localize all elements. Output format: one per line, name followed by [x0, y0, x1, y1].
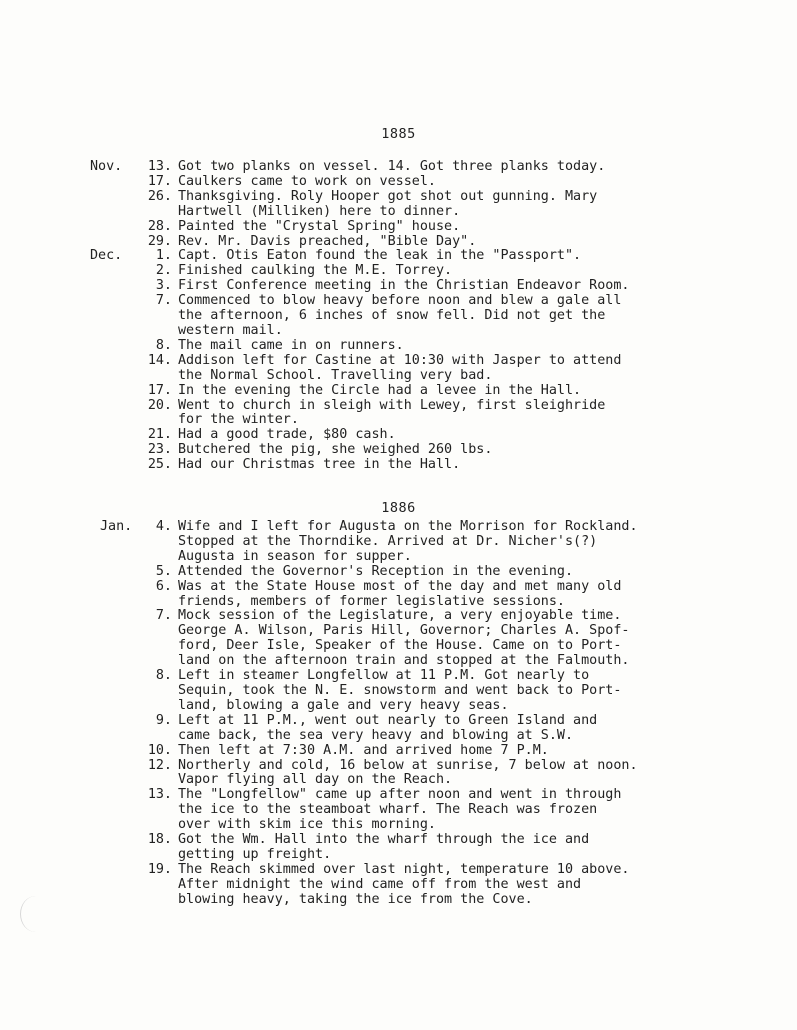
entry-text — [178, 384, 797, 399]
entry-text-line: The "Longfellow" came up after noon and went in through — [178, 787, 622, 803]
entry-text-line: the Normal School. Travelling very bad. — [178, 367, 493, 383]
entry-day: 29. — [147, 233, 172, 249]
entry-day: 9. — [155, 712, 172, 728]
entry-text-line: getting up freight. — [178, 846, 332, 862]
year-heading-1885: 1885 — [381, 126, 416, 142]
entry-text-line: Commenced to blow heavy before noon and blew a gale all — [178, 293, 622, 309]
entry-text-line: Got the Wm. Hall into the wharf through the ice and — [178, 832, 590, 848]
entry-text-line: Stopped at the Thorndike. Arrived at Dr. Nicher's(?) — [178, 533, 598, 549]
entry-text-line: Then left at 7:30 A.M. and arrived home 7 P.M. — [178, 742, 549, 758]
entry-text-line: the afternoon, 6 inches of snow fell. Did not get the — [178, 308, 606, 324]
entry-day: 18. — [147, 832, 172, 848]
diary-entry — [0, 863, 797, 908]
entry-day: 7. — [155, 293, 172, 309]
entry-text-line: The Reach skimmed over last night, temperature 10 above. — [178, 861, 630, 877]
diary-entry — [0, 264, 797, 279]
entry-text-line: western mail. — [178, 322, 283, 338]
entry-text — [178, 788, 797, 833]
entry-text-line: Wife and I left for Augusta on the Morrison for Rockland. — [178, 519, 638, 534]
entry-text-line: land, blowing a gale and very heavy seas. — [178, 697, 509, 713]
entry-day: 14. — [147, 352, 172, 368]
entry-text-line: Vapor flying all day on the Reach. — [178, 772, 453, 788]
entry-text — [178, 354, 797, 384]
diary-entry — [0, 294, 797, 339]
entry-text — [178, 235, 797, 250]
diary-entry — [0, 458, 797, 473]
entry-text — [178, 580, 797, 610]
entry-text-line: the ice to the steamboat wharf. The Reach was frozen — [178, 802, 598, 818]
entry-text — [178, 220, 797, 235]
entry-text-line: Butchered the pig, she weighed 260 lbs. — [178, 442, 493, 458]
entry-day: 5. — [155, 563, 172, 579]
entry-text — [178, 520, 797, 565]
diary-entry — [0, 428, 797, 443]
entry-text — [178, 759, 797, 789]
diary-entry — [0, 669, 797, 714]
entry-text — [178, 833, 797, 863]
entry-text-line: over with skim ice this morning. — [178, 817, 436, 833]
entry-day: 2. — [155, 263, 172, 279]
diary-entry — [0, 609, 797, 669]
diary-entry — [0, 190, 797, 220]
entry-text — [178, 458, 797, 473]
entry-month: Nov. — [90, 159, 123, 174]
diary-entry — [0, 354, 797, 384]
diary-entry — [0, 160, 797, 175]
entry-day: 19. — [147, 861, 172, 877]
diary-entry — [0, 833, 797, 863]
entry-text-line: Went to church in sleigh with Lewey, first sleighride — [178, 397, 606, 413]
entry-text-line: Augusta in season for supper. — [178, 548, 412, 564]
entry-day: 6. — [155, 578, 172, 594]
diary-entry — [0, 714, 797, 744]
entry-day: 28. — [147, 218, 172, 234]
entry-text-line: Got two planks on vessel. 14. Got three planks today. — [178, 159, 606, 174]
entry-text-line: Thanksgiving. Roly Hooper got shot out gunning. Mary — [178, 188, 598, 204]
entry-text — [178, 399, 797, 429]
entry-day: 13. — [147, 159, 172, 174]
diary-entry — [0, 235, 797, 250]
entry-text — [178, 863, 797, 908]
entry-day: 3. — [155, 278, 172, 294]
entry-day: 13. — [147, 787, 172, 803]
entry-day: 4. — [155, 519, 172, 534]
entry-text-line: Left in steamer Longfellow at 11 P.M. Got nearly to — [178, 668, 590, 684]
entry-text-line: Left at 11 P.M., went out nearly to Green Island and — [178, 712, 598, 728]
entry-day: 12. — [147, 757, 172, 773]
entry-text-line: land on the afternoon train and stopped at the Falmouth. — [178, 653, 630, 669]
entry-text-line: Rev. Mr. Davis preached, "Bible Day". — [178, 233, 477, 249]
entry-day: 20. — [147, 397, 172, 413]
entry-day: 1. — [155, 248, 172, 264]
entry-day: 23. — [147, 442, 172, 458]
entry-text-line: Had a good trade, $80 cash. — [178, 427, 396, 443]
entry-day: 21. — [147, 427, 172, 443]
entry-text — [178, 294, 797, 339]
entry-day: 17. — [147, 173, 172, 189]
diary-entry — [0, 220, 797, 235]
year-heading-1886: 1886 — [381, 500, 416, 516]
diary-entry — [0, 249, 797, 264]
entry-text — [178, 175, 797, 190]
entry-text-line: After midnight the wind came off from the west and — [178, 876, 582, 892]
entry-text — [178, 264, 797, 279]
entry-text-line: Attended the Governor's Reception in the evening. — [178, 563, 574, 579]
entry-text-line: Finished caulking the M.E. Torrey. — [178, 263, 453, 279]
entry-text-line: First Conference meeting in the Christian Endeavor Room. — [178, 278, 630, 294]
entry-text-line: In the evening the Circle had a levee in the Hall. — [178, 382, 582, 398]
entry-text — [178, 190, 797, 220]
diary-entry — [0, 384, 797, 399]
diary-entry — [0, 744, 797, 759]
entry-day: 25. — [147, 457, 172, 473]
entry-text — [178, 669, 797, 714]
entry-text — [178, 339, 797, 354]
entry-month: Dec. — [90, 248, 123, 264]
entry-text-line: friends, members of former legislative sessions. — [178, 593, 565, 609]
entry-text-line: ford, Deer Isle, Speaker of the House. Came on to Port- — [178, 638, 622, 654]
entry-text-line: blowing heavy, taking the ice from the Cove. — [178, 891, 533, 907]
entry-text — [178, 160, 797, 175]
diary-entry — [0, 339, 797, 354]
punch-hole-mark — [20, 896, 51, 932]
entry-text-line: Mock session of the Legislature, a very enjoyable time. — [178, 608, 622, 624]
diary-entry — [0, 443, 797, 458]
entry-text — [178, 279, 797, 294]
diary-entry — [0, 565, 797, 580]
entry-text-line: Had our Christmas tree in the Hall. — [178, 457, 461, 473]
entry-text — [178, 428, 797, 443]
entry-day: 10. — [147, 742, 172, 758]
entry-text-line: Hartwell (Milliken) here to dinner. — [178, 203, 461, 219]
entry-day: 8. — [155, 337, 172, 353]
entry-text — [178, 714, 797, 744]
diary-entry — [0, 759, 797, 789]
entry-text — [178, 565, 797, 580]
entry-day: 26. — [147, 188, 172, 204]
entry-text-line: Sequin, took the N. E. snowstorm and went back to Port- — [178, 682, 622, 698]
entry-day: 17. — [147, 382, 172, 398]
diary-entry — [0, 399, 797, 429]
entry-text-line: Was at the State House most of the day and met many old — [178, 578, 622, 594]
entry-month: Jan. — [100, 519, 133, 534]
entry-text-line: George A. Wilson, Paris Hill, Governor; Charles A. Spof- — [178, 623, 630, 639]
entry-text-line: The mail came in on runners. — [178, 337, 404, 353]
entries-1886 — [0, 520, 797, 908]
diary-entry — [0, 520, 797, 565]
entry-text — [178, 609, 797, 669]
diary-entry — [0, 788, 797, 833]
entry-text-line: Capt. Otis Eaton found the leak in the "Passport". — [178, 248, 582, 264]
diary-entry — [0, 279, 797, 294]
entry-text-line: Painted the "Crystal Spring" house. — [178, 218, 461, 234]
entry-day: 7. — [155, 608, 172, 624]
diary-entry — [0, 580, 797, 610]
entry-text — [178, 744, 797, 759]
entry-text-line: for the winter. — [178, 412, 299, 428]
entry-text — [178, 443, 797, 458]
diary-entry — [0, 175, 797, 190]
entry-text-line: Northerly and cold, 16 below at sunrise, 7 below at noon. — [178, 757, 638, 773]
entry-text-line: Caulkers came to work on vessel. — [178, 173, 436, 189]
entry-text-line: came back, the sea very heavy and blowing at S.W. — [178, 727, 574, 743]
entry-day: 8. — [155, 668, 172, 684]
entry-text-line: Addison left for Castine at 10:30 with Jasper to attend — [178, 352, 622, 368]
entry-text — [178, 249, 797, 264]
entries-1885 — [0, 160, 797, 473]
